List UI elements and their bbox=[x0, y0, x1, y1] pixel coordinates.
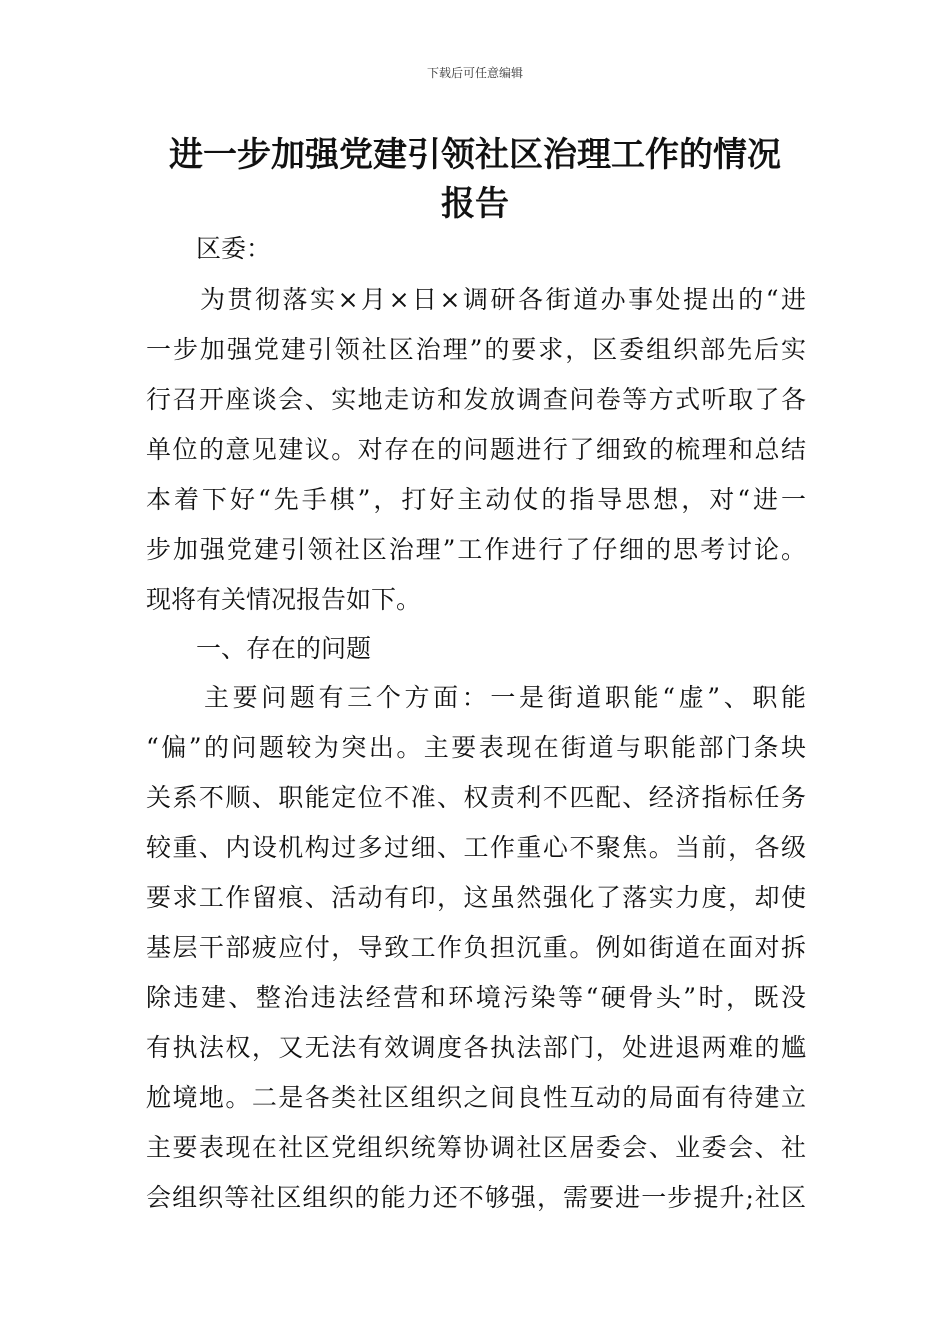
paragraph-1-line: 步加强党建引领社区治理”工作进行了仔细的思考讨论。 bbox=[146, 535, 806, 564]
paragraph-2-line: 除违建、整治违法经营和环境污染等“硬骨头”时，既没 bbox=[146, 983, 806, 1012]
paragraph-2-line: 较重、内设机构过多过细、工作重心不聚焦。当前，各级 bbox=[146, 833, 806, 862]
paragraph-2-line: 要求工作留痕、活动有印，这虽然强化了落实力度，却使 bbox=[146, 883, 806, 912]
paragraph-2-line: 有执法权，又无法有效调度各执法部门，处进退两难的尴 bbox=[146, 1033, 806, 1062]
salutation: 区委： bbox=[196, 234, 272, 263]
paragraph-2-line: 主要问题有三个方面：一是街道职能“虚”、职能 bbox=[204, 683, 806, 712]
paragraph-2-line: 基层干部疲应付，导致工作负担沉重。例如街道在面对拆 bbox=[146, 933, 806, 962]
paragraph-2-line: “偏”的问题较为突出。主要表现在街道与职能部门条块 bbox=[146, 733, 806, 762]
paragraph-1-line: 本着下好“先手棋”，打好主动仗的指导思想，对“进一 bbox=[146, 485, 806, 514]
header-note: 下载后可任意编辑 bbox=[426, 66, 523, 80]
paragraph-2-line: 尬境地。二是各类社区组织之间良性互动的局面有待建立 bbox=[146, 1083, 806, 1112]
paragraph-2-line: 关系不顺、职能定位不准、权责利不匹配、经济指标任务 bbox=[146, 783, 806, 812]
section-heading: 一、存在的问题 bbox=[196, 634, 372, 663]
paragraph-1-line: 一步加强党建引领社区治理”的要求，区委组织部先后实 bbox=[146, 335, 806, 364]
paragraph-2-line: 主要表现在社区党组织统筹协调社区居委会、业委会、社 bbox=[146, 1133, 806, 1162]
paragraph-1-line: 现将有关情况报告如下。 bbox=[146, 585, 422, 614]
paragraph-1-line: 行召开座谈会、实地走访和发放调查问卷等方式听取了各 bbox=[146, 385, 806, 414]
paragraph-2-line: 会组织等社区组织的能力还不够强，需要进一步提升;社区 bbox=[146, 1183, 806, 1212]
paragraph-1-line: 单位的意见建议。对存在的问题进行了细致的梳理和总结 bbox=[146, 435, 806, 464]
document-title-line-1: 进一步加强党建引领社区治理工作的情况 bbox=[169, 135, 781, 175]
document-title-line-2: 报告 bbox=[441, 184, 509, 224]
paragraph-1-line: 为贯彻落实×月×日×调研各街道办事处提出的“进 bbox=[200, 285, 806, 314]
